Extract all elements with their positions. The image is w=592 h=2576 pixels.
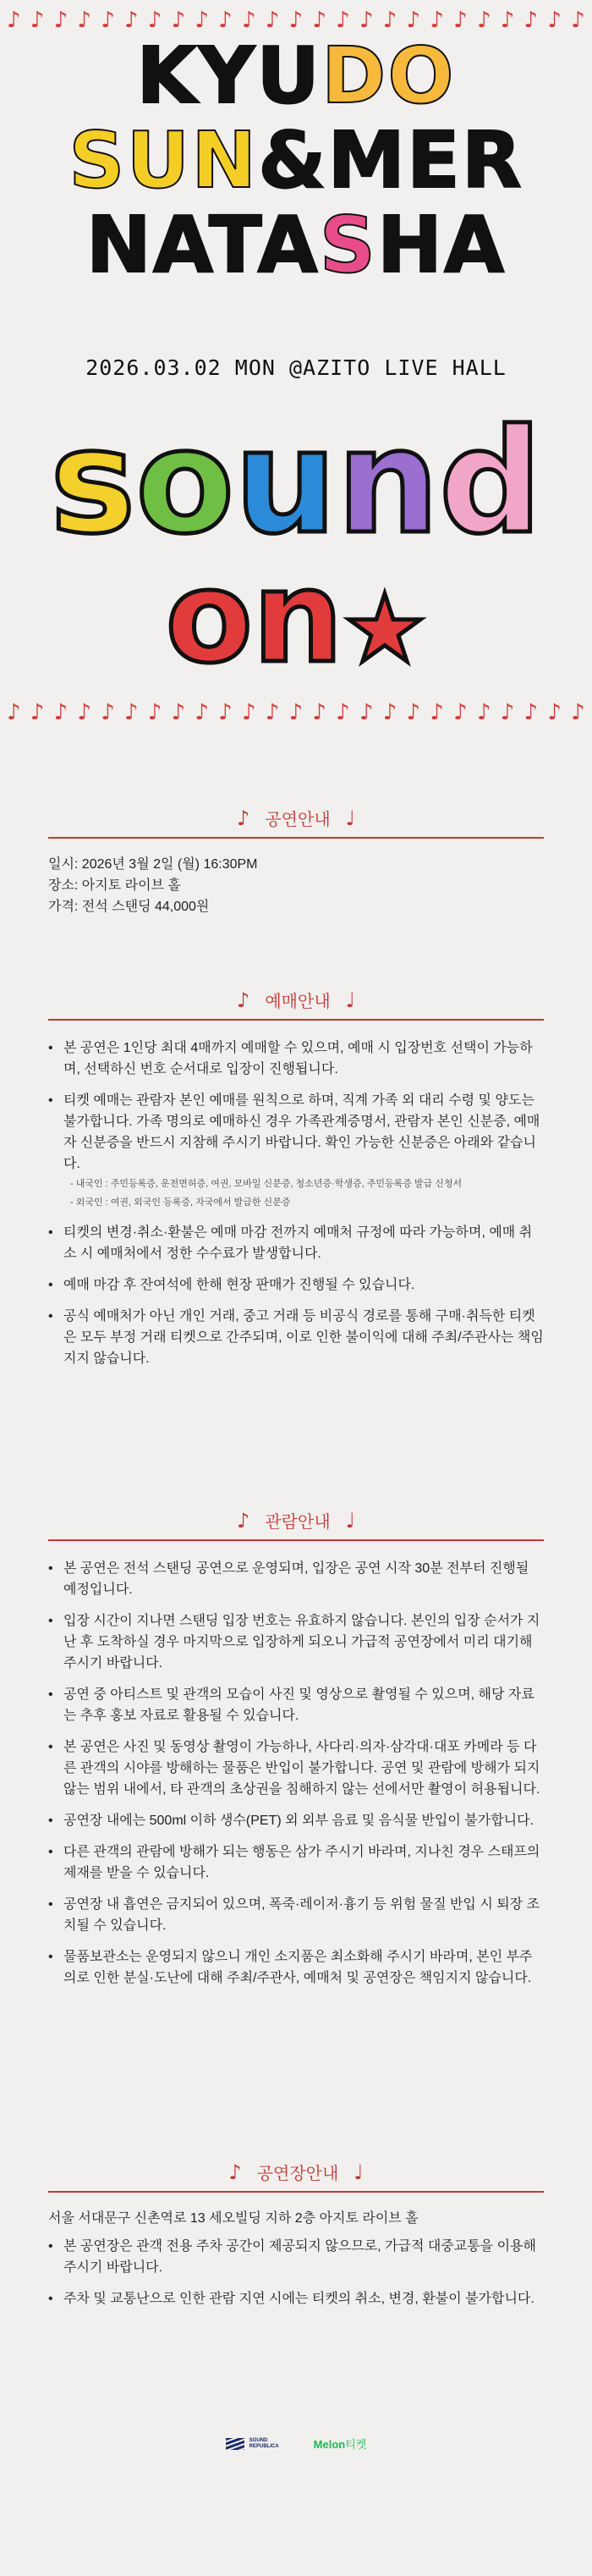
id-notes: [63, 1175, 544, 1212]
list-item: • 다른 관객의 관람에 방해가 되는 행동은 삼가 주시기 바라며, 지나친 경우 스태프의 제재를 받을 수 있습니다.: [48, 1841, 544, 1884]
music-note-icon: ♪: [171, 700, 186, 725]
music-note-icon: ♪: [241, 700, 256, 725]
music-note-icon: ♪: [382, 8, 397, 33]
music-note-icon: ♪: [430, 8, 444, 33]
melon-ticket-logo: [314, 2436, 367, 2452]
music-note-icon: ♪: [195, 700, 209, 725]
logo-letter: s: [50, 399, 136, 566]
music-note-icon: ♪: [228, 2160, 242, 2184]
music-note-icon: ♪: [237, 1509, 250, 1533]
list-item: • 공연장 내 흡연은 금지되어 있으며, 폭죽·레이저·흉기 등 위험 물질 반입 시 퇴장 조치될 수 있습니다.: [48, 1894, 544, 1936]
melon-suffix: 티켓: [345, 2438, 367, 2451]
music-note-icon: ♪: [406, 8, 421, 33]
section-title: 관람안내: [265, 1511, 331, 1532]
list-item: • 티켓의 변경·취소·환불은 예매 마감 전까지 예매처 규정에 따라 가능하며, 예매 취소 시 예매처에서 정한 수수료가 발생합니다.: [48, 1222, 544, 1264]
artist-name-segment: &: [258, 115, 328, 206]
music-note-icon: ♪: [53, 700, 69, 725]
venue-list: [48, 2236, 544, 2309]
section-viewing: [48, 1502, 544, 1999]
id-note-foreign: - 외국인 : 여권, 외국인 등록증, 자국에서 발급한 신분증: [70, 1193, 544, 1212]
music-note-icon: ♪: [123, 700, 139, 725]
music-note-icon: ♪: [218, 8, 233, 33]
music-note-icon: ♪: [288, 700, 304, 725]
artist-name-segment: DO: [321, 30, 456, 121]
music-note-icon: ♪: [147, 700, 162, 725]
music-note-icon: ♩: [345, 1509, 355, 1533]
logo-letter: u: [234, 399, 337, 566]
logo-letter: o: [165, 544, 253, 691]
artist-name-segment: S: [319, 200, 377, 290]
music-note-icon: ♪: [500, 8, 515, 33]
music-note-icon: ♪: [476, 700, 491, 725]
music-note-icon: ♪: [523, 8, 539, 33]
music-note-icon: ♪: [453, 8, 468, 33]
music-note-icon: ♪: [241, 8, 256, 33]
music-note-icon: ♪: [77, 700, 91, 725]
section-header: [48, 982, 544, 1021]
list-item: • 공연 중 아티스트 및 관객의 모습이 사진 및 영상으로 촬영될 수 있으며, 해당 자료는 추후 홍보 자료로 활용될 수 있습니다.: [48, 1684, 544, 1726]
sponsor-logos: [0, 2436, 592, 2452]
list-item: • 티켓 예매는 관람자 본인 예매를 원칙으로 하며, 직계 가족 외 대리 수령 및 양도는 불가합니다. 가족 명의로 예매하신 경우 가족관계증명서, 관람자 본인 신분증, 예매자 신분증을 반드시 지참해 주시기 바랍니다. 확인 가능한 신분증은 아래와 같습니다. - 내국인 : 주민등록증, 운전면허증, 여권, 모바일 신분증, 청소년증·학생증, 주민등록증 발급 신청서 - 외국인 : 여권, 외국인 등록증, 자국에서 발급한 신분증: [48, 1090, 544, 1212]
list-item: • 본 공연장은 관객 전용 주차 공간이 제공되지 않으므로, 가급적 대중교통을 이용해 주시기 바랍니다.: [48, 2236, 544, 2278]
note-border-bottom: [0, 696, 592, 729]
music-note-icon: ♪: [476, 8, 491, 33]
star-icon: ★: [343, 575, 427, 683]
section-header: [48, 800, 544, 839]
music-note-icon: ♪: [101, 700, 115, 725]
music-note-icon: ♪: [406, 700, 421, 725]
list-item: • 공연장 내에는 500ml 이하 생수(PET) 외 외부 음료 및 음식물 반입이 불가합니다.: [48, 1810, 544, 1831]
on-logo-text: [0, 544, 592, 696]
sound-republica-logo: [226, 2438, 280, 2450]
section-header: [48, 1502, 544, 1541]
logo-letter: d: [439, 399, 542, 566]
sound-republica-mark-icon: [226, 2438, 244, 2450]
list-item: • 본 공연은 1인당 최대 4매까지 예매할 수 있으며, 예매 시 입장번호 선택이 가능하며, 선택하신 번호 순서대로 입장이 진행됩니다.: [48, 1038, 544, 1080]
music-note-icon: ♪: [288, 8, 304, 33]
list-item: • 본 공연은 전석 스탠딩 공연으로 운영되며, 입장은 공연 시작 30분 전부터 진행될 예정입니다.: [48, 1558, 544, 1600]
section-title: 공연장안내: [256, 2163, 339, 2183]
music-note-icon: ♪: [359, 700, 374, 725]
music-note-icon: ♪: [265, 700, 280, 725]
music-note-icon: ♪: [312, 700, 326, 725]
list-item: • 입장 시간이 지나면 스탠딩 입장 번호는 유효하지 않습니다. 본인의 입장 순서가 지난 후 도착하실 경우 마지막으로 입장하게 되오니 가급적 공연장에서 미리 대기해 주시기 바랍니다.: [48, 1610, 544, 1674]
venue-address: 서울 서대문구 신촌역로 13 세오빌딩 지하 2층 아지토 라이브 홀: [48, 2211, 419, 2226]
artist-line-1: [0, 30, 592, 121]
booking-list: [48, 1038, 544, 1369]
performance-venue: 장소: 아지토 라이브 홀: [48, 878, 181, 893]
music-note-icon: ♪: [123, 8, 139, 33]
section-booking: [48, 982, 544, 1379]
music-note-icon: ♪: [359, 8, 374, 33]
viewing-list: [48, 1558, 544, 1989]
artist-name-segment: MER: [327, 115, 523, 206]
music-note-icon: ♪: [312, 8, 326, 33]
performance-date: 일시: 2026년 3월 2일 (월) 16:30PM: [48, 857, 258, 872]
music-note-icon: ♪: [7, 700, 21, 725]
sound-logo-text: [0, 399, 592, 566]
music-note-icon: ♪: [453, 700, 468, 725]
logo-letter: o: [135, 399, 235, 566]
music-note-icon: ♪: [218, 700, 233, 725]
music-note-icon: ♪: [171, 8, 186, 33]
section-venue: [48, 2154, 544, 2320]
music-note-icon: ♪: [30, 8, 45, 33]
music-note-icon: ♪: [500, 700, 515, 725]
section-title: 예매안내: [265, 991, 331, 1011]
music-note-icon: ♪: [77, 8, 91, 33]
music-note-icon: ♪: [547, 8, 562, 33]
list-item: • 물품보관소는 운영되지 않으니 개인 소지품은 최소화해 주시기 바라며, 본인 부주의로 인한 분실·도난에 대해 주최/주관사, 예매처 및 공연장은 책임지지 않습니다.: [48, 1946, 544, 1989]
music-note-icon: ♪: [336, 700, 350, 725]
music-note-icon: ♪: [195, 8, 209, 33]
artist-name-segment: HA: [376, 200, 507, 290]
music-note-icon: ♪: [430, 700, 444, 725]
artist-name-segment: SUN: [69, 115, 259, 206]
music-note-icon: ♪: [147, 8, 162, 33]
performance-price: 가격: 전석 스탠딩 44,000원: [48, 900, 210, 914]
music-note-icon: ♩: [345, 988, 355, 1012]
music-note-icon: ♪: [571, 700, 585, 725]
list-item: • 주차 및 교통난으로 인한 관람 지연 시에는 티켓의 취소, 변경, 환불이 불가합니다.: [48, 2288, 544, 2309]
music-note-icon: ♪: [101, 8, 115, 33]
sound-republica-wordmark: SOUND REPUBLICA: [249, 2437, 279, 2449]
artist-name-segment: KYU: [136, 30, 322, 121]
music-note-icon: ♪: [571, 8, 585, 33]
artist-name-segment: NATA: [85, 200, 320, 290]
event-dateline: 2026.03.02 MON @AZITO LIVE HALL: [85, 355, 507, 380]
performance-details: [48, 854, 544, 917]
artist-lineup: [0, 30, 592, 290]
music-note-icon: ♪: [336, 8, 350, 33]
section-header: [48, 2154, 544, 2193]
music-note-icon: ♪: [523, 700, 539, 725]
section-performance: [48, 800, 544, 917]
melon-brand: Melon: [313, 2438, 346, 2451]
music-note-icon: ♪: [237, 988, 250, 1012]
music-note-icon: ♪: [382, 700, 397, 725]
section-title: 공연안내: [265, 809, 331, 829]
artist-line-3: [0, 200, 592, 290]
music-note-icon: ♪: [265, 8, 280, 33]
logo-letter: n: [252, 544, 343, 691]
list-item: • 본 공연은 사진 및 동영상 촬영이 가능하나, 사다리·의자·삼각대·대포 카메라 등 다른 관객의 시야를 방해하는 물품은 반입이 불가합니다. 공연 및 관람에 방해가 되지 않는 범위 내에서, 타 관객의 초상권을 침해하지 않는 선에서만 촬영이 허용됩니다.: [48, 1737, 544, 1800]
music-note-icon: ♪: [30, 700, 45, 725]
music-note-icon: ♪: [53, 8, 69, 33]
music-note-icon: ♪: [237, 806, 250, 830]
music-note-icon: ♪: [7, 8, 21, 33]
music-note-icon: ♩: [354, 2160, 364, 2184]
list-item: • 예매 마감 후 잔여석에 한해 현장 판매가 진행될 수 있습니다.: [48, 1274, 544, 1296]
id-note-domestic: - 내국인 : 주민등록증, 운전면허증, 여권, 모바일 신분증, 청소년증·학생증, 주민등록증 발급 신청서: [70, 1175, 544, 1193]
artist-line-2: [0, 115, 592, 206]
music-note-icon: ♪: [547, 700, 562, 725]
logo-letter: n: [337, 399, 440, 566]
music-note-icon: ♩: [345, 806, 355, 830]
list-item: • 공식 예매처가 아닌 개인 거래, 중고 거래 등 비공식 경로를 통해 구매·취득한 티켓은 모두 부정 거래 티켓으로 간주되며, 이로 인한 불이익에 대해 주최/주관사는 책임지지 않습니다.: [48, 1306, 544, 1369]
